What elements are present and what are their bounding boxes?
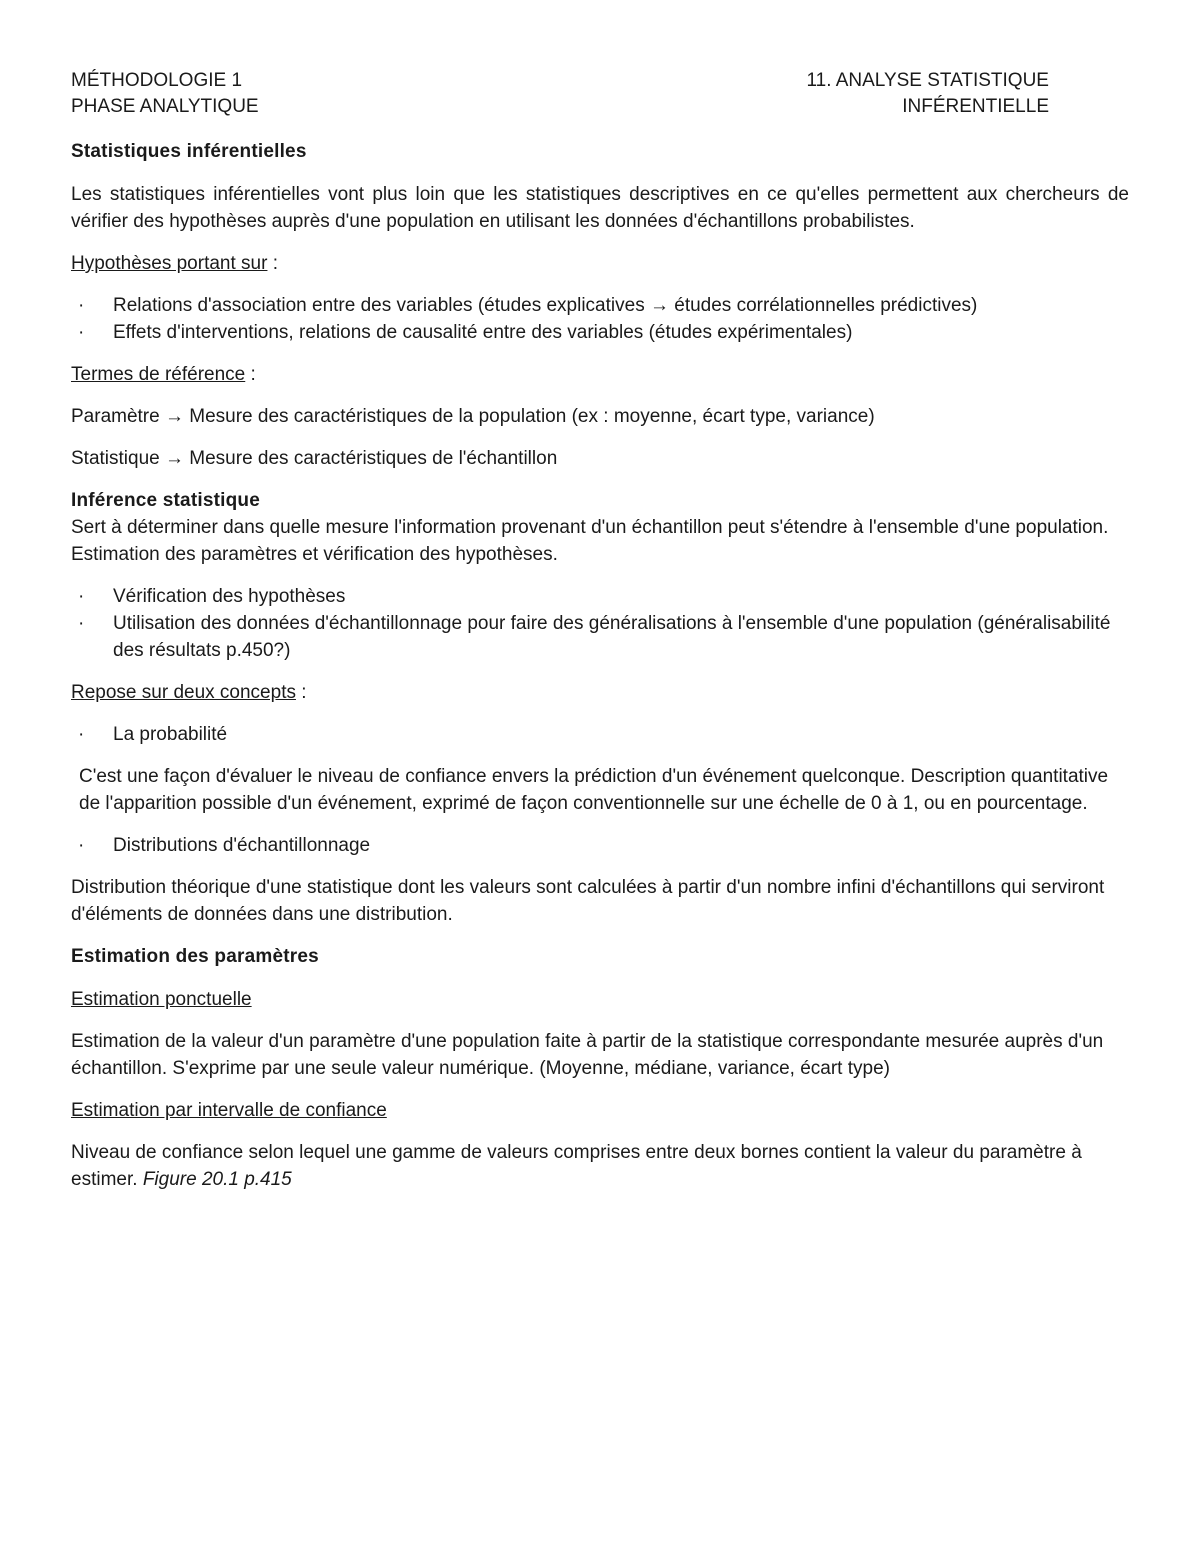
estimation-intervalle-label: Estimation par intervalle de confiance — [71, 1100, 387, 1121]
statistique-definition: Statistique → Mesure des caractéristiques de l'échantillon — [71, 448, 558, 469]
list-item — [71, 319, 1129, 346]
estimation-intervalle-heading — [71, 1097, 1129, 1124]
list-item-text: Relations d'association entre des variables (études explicatives → études corrélationnelles prédictives) — [113, 295, 978, 316]
section-title-inference-statistique: Inférence statistique — [71, 490, 260, 511]
parametre-definition: Paramètre → Mesure des caractéristiques de la population (ex : moyenne, écart type, variance) — [71, 406, 875, 427]
figure-reference: Figure 20.1 p.415 — [142, 1169, 292, 1190]
list-item — [71, 610, 1129, 664]
concept-distributions-list — [71, 832, 1129, 859]
concepts-label: Repose sur deux concepts — [71, 682, 296, 703]
estimation-intervalle-text: Niveau de confiance selon lequel une gamme de valeurs comprises entre deux bornes contient la valeur du paramètre à estimer. — [71, 1142, 1082, 1190]
hypotheses-label: Hypothèses portant sur — [71, 253, 268, 274]
hypotheses-label-line — [71, 250, 1129, 277]
header-course: MÉTHODOLOGIE 1 — [71, 70, 243, 91]
estimation-intervalle-paragraph — [71, 1139, 1129, 1193]
list-item — [71, 292, 1129, 319]
list-item-text: La probabilité — [113, 724, 228, 745]
section-title-statistiques-inferentielles: Statistiques inférentielles — [71, 141, 307, 162]
bullet-icon: · — [78, 295, 85, 316]
hypotheses-list — [71, 292, 1129, 346]
bullet-icon: · — [78, 835, 85, 856]
page-header — [71, 68, 1049, 120]
header-left — [71, 68, 259, 120]
probabilite-paragraph: C'est une façon d'évaluer le niveau de confiance envers la prédiction d'un événement quelconque. Description quantitative de l'apparition possible d'un événement, exprimé de façon conventionnelle sur une échelle de 0 à 1, ou en pourcentage. — [79, 766, 1109, 814]
list-item-text: Effets d'interventions, relations de causalité entre des variables (études expérimentales) — [113, 322, 853, 343]
list-item — [71, 721, 1129, 748]
bullet-icon: · — [78, 322, 85, 343]
estimation-ponctuelle-paragraph: Estimation de la valeur d'un paramètre d'une population faite à partir de la statistique correspondante mesurée auprès d'un échantillon. S'exprime par une seule valeur numérique. (Moyenne, médiane, variance, écart type) — [71, 1031, 1104, 1079]
list-item — [71, 832, 1129, 859]
header-chapter-cont: INFÉRENTIELLE — [902, 96, 1049, 117]
list-item-text: Distributions d'échantillonnage — [113, 835, 371, 856]
concept-probabilite-list — [71, 721, 1129, 748]
document-page — [71, 68, 1129, 1208]
list-item-text: Vérification des hypothèses — [113, 586, 346, 607]
header-right — [806, 68, 1049, 120]
bullet-icon: · — [78, 613, 85, 634]
inference-paragraph: Sert à déterminer dans quelle mesure l'information provenant d'un échantillon peut s'étendre à l'ensemble d'une population. Estimation des paramètres et vérification des hypothèses. — [71, 517, 1109, 565]
header-phase: PHASE ANALYTIQUE — [71, 96, 259, 117]
inference-list — [71, 583, 1129, 664]
list-item-text: Utilisation des données d'échantillonnage pour faire des généralisations à l'ensemble d'une population (généralisabilité des résultats p.450?) — [113, 613, 1111, 661]
intro-paragraph: Les statistiques inférentielles vont plus loin que les statistiques descriptives en ce qu'elles permettent aux chercheurs de vérifier des hypothèses auprès d'une population en utilisant les données d'échantillons probabilistes. — [71, 184, 1129, 232]
terms-label-suffix: : — [245, 364, 256, 385]
estimation-ponctuelle-heading — [71, 986, 1129, 1013]
header-chapter: 11. ANALYSE STATISTIQUE — [806, 70, 1049, 91]
terms-label: Termes de référence — [71, 364, 246, 385]
bullet-icon: · — [78, 586, 85, 607]
terms-label-line — [71, 361, 1129, 388]
hypotheses-label-suffix: : — [267, 253, 279, 274]
concepts-label-line — [71, 679, 1129, 706]
estimation-ponctuelle-label: Estimation ponctuelle — [71, 989, 252, 1010]
list-item — [71, 583, 1129, 610]
section-title-estimation-parametres: Estimation des paramètres — [71, 946, 319, 967]
distributions-paragraph: Distribution théorique d'une statistique dont les valeurs sont calculées à partir d'un nombre infini d'échantillons qui serviront d'éléments de données dans une distribution. — [71, 877, 1105, 925]
concepts-label-suffix: : — [295, 682, 307, 703]
bullet-icon: · — [78, 724, 85, 745]
